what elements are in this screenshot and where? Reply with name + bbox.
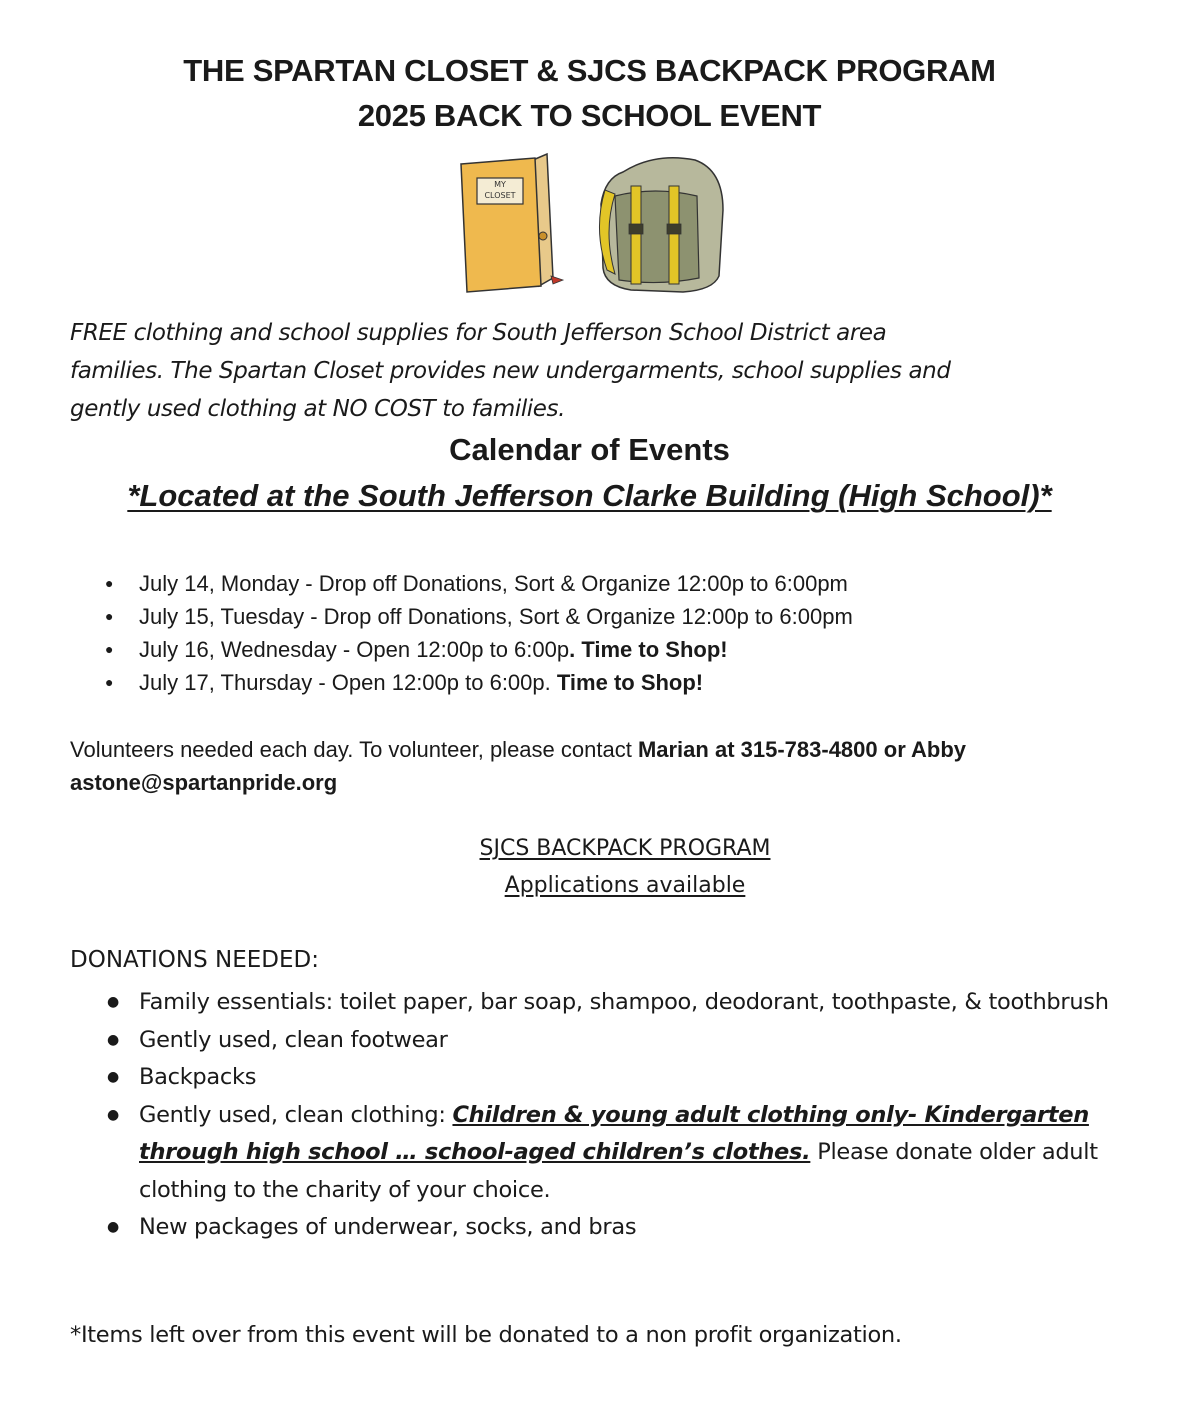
volunteer-text: Volunteers needed each day. To volunteer, please contact xyxy=(70,737,638,762)
donation-text: Gently used, clean clothing: xyxy=(139,1101,453,1128)
door-sign-line2: CLOSET xyxy=(484,191,516,200)
donation-item xyxy=(105,1097,1115,1210)
event-text: July 17, Thursday - Open 12:00p to 6:00p. xyxy=(139,670,557,695)
event-item xyxy=(105,567,853,600)
donation-item: ● Backpacks xyxy=(105,1059,1115,1097)
donation-item: ● Family essentials: toilet paper, bar soap, shampoo, deodorant, toothpaste, & toothbrush xyxy=(105,984,1115,1022)
event-item xyxy=(105,600,853,633)
event-item xyxy=(105,633,853,666)
event-text: July 14, Monday - Drop off Donations, Sort & Organize 12:00p to 6:00pm xyxy=(139,571,848,596)
volunteer-contact: Marian at 315-783-4800 or Abby xyxy=(637,737,967,762)
event-text: July 16, Wednesday - Open 12:00p to 6:00p xyxy=(139,637,570,662)
flyer-title-line2: 2025 BACK TO SCHOOL EVENT xyxy=(357,98,822,133)
calendar-title: Calendar of Events xyxy=(449,432,730,467)
donations-list xyxy=(105,984,1115,1247)
backpack-icon xyxy=(599,158,723,292)
flyer-title-line1: THE SPARTAN CLOSET & SJCS BACKPACK PROGRAM xyxy=(183,53,996,88)
closet-door-icon xyxy=(461,154,563,292)
door-sign-line1: MY xyxy=(494,180,506,189)
event-list xyxy=(105,567,853,699)
event-highlight: . Time to Shop! xyxy=(569,637,728,662)
intro-line: families. The Spartan Closet provides new undergarments, school supplies and xyxy=(70,358,951,384)
backpack-program-title: SJCS BACKPACK PROGRAM xyxy=(479,836,771,861)
donations-title: DONATIONS NEEDED: xyxy=(70,947,319,973)
intro-paragraph xyxy=(70,314,1100,428)
intro-line: FREE clothing and school supplies for South Jefferson School District area xyxy=(70,320,887,346)
closet-backpack-illustration xyxy=(455,150,740,300)
donation-emphasis: Children & young adult clothing only- Kindergarten through high school … school-aged children’s clothes. xyxy=(139,1101,1089,1165)
event-text: July 15, Tuesday - Drop off Donations, Sort & Organize 12:00p to 6:00pm xyxy=(139,604,853,629)
donation-item: ● Gently used, clean footwear xyxy=(105,1022,1115,1060)
volunteer-email: astone@spartanpride.org xyxy=(70,770,338,795)
footer-note: *Items left over from this event will be donated to a non profit organization. xyxy=(70,1322,902,1348)
volunteer-paragraph xyxy=(70,733,1110,799)
event-item xyxy=(105,666,853,699)
donation-item: ● New packages of underwear, socks, and bras xyxy=(105,1209,1115,1247)
calendar-location: *Located at the South Jefferson Clarke Building (High School)* xyxy=(127,478,1052,513)
backpack-program-subtitle: Applications available xyxy=(504,873,746,898)
intro-line: gently used clothing at NO COST to families. xyxy=(70,396,566,422)
donation-text: Please donate older adult clothing to the charity of your choice. xyxy=(139,1139,1098,1203)
event-highlight: Time to Shop! xyxy=(556,670,704,695)
